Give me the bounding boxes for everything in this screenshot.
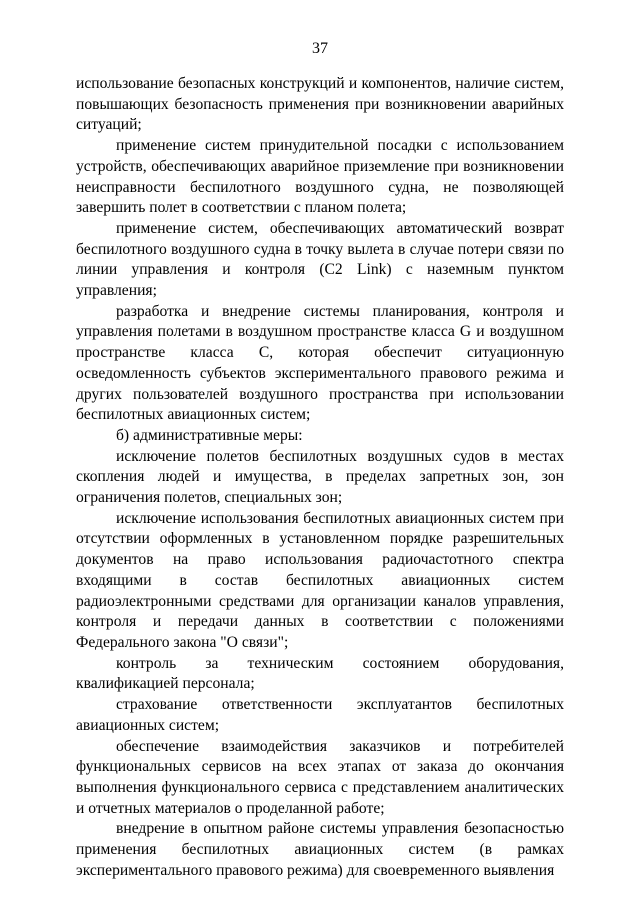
page-number: 37 [312,40,328,57]
paragraph-9: страхование ответственности эксплуатантов беспилотных авиационных систем; [76,696,564,734]
paragraph-11: внедрение в опытном районе системы управления безопасностью применения беспилотных авиационных систем (в рамках экспериментального правового режима) для своевременного выявления [76,820,564,879]
paragraph-10: обеспечение взаимодействия заказчиков и потребителей функциональных сервисов на всех этапах от заказа до окончания выполнения функционального сервиса с представлением аналитических и отчетных материалов о проделанной работе; [76,737,564,817]
paragraph-2: применение систем принудительной посадки с использованием устройств, обеспечивающих аварийное приземление при возникновении неисправности беспилотного воздушного судна, не позволяющей завершить полет в соответствии с планом полета; [76,137,564,217]
paragraph-3: применение систем, обеспечивающих автоматический возврат беспилотного воздушного судна в точку вылета в случае потери связи по линии управления и контроля (C2 Link) с наземным пунктом управления; [76,219,564,300]
paragraph-1: использование безопасных конструкций и компонентов, наличие систем, повышающих безопасность применения при возникновении аварийных ситуаций; [76,75,564,134]
paragraph-6: исключение полетов беспилотных воздушных судов в местах скопления людей и имущества, в пределах запретных зон, зон ограничения полетов, специальных зон; [76,447,564,507]
document-body [76,74,564,881]
paragraph-8: контроль за техническим состоянием оборудования, квалификацией персонала; [76,654,564,693]
section-heading-administrative-measures: б) административные меры: [116,426,303,444]
paragraph-4: разработка и внедрение системы планирования, контроля и управления полетами в воздушном пространстве класса G и воздушном пространстве класса C, которая обеспечит ситуационную осведомленность субъектов экспериментального правового режима и других пользователей воздушного пространства при использовании беспилотных авиационных систем; [76,302,564,424]
paragraph-7: исключение использования беспилотных авиационных систем при отсутствии оформленных в установленном порядке разрешительных документов на право использования радиочастотного спектра входящими в состав беспилотных авиационных систем радиоэлектронными средствами для организации каналов управления, контроля и передачи данных в соответствии с положениями Федерального закона "О связи"; [76,509,564,651]
